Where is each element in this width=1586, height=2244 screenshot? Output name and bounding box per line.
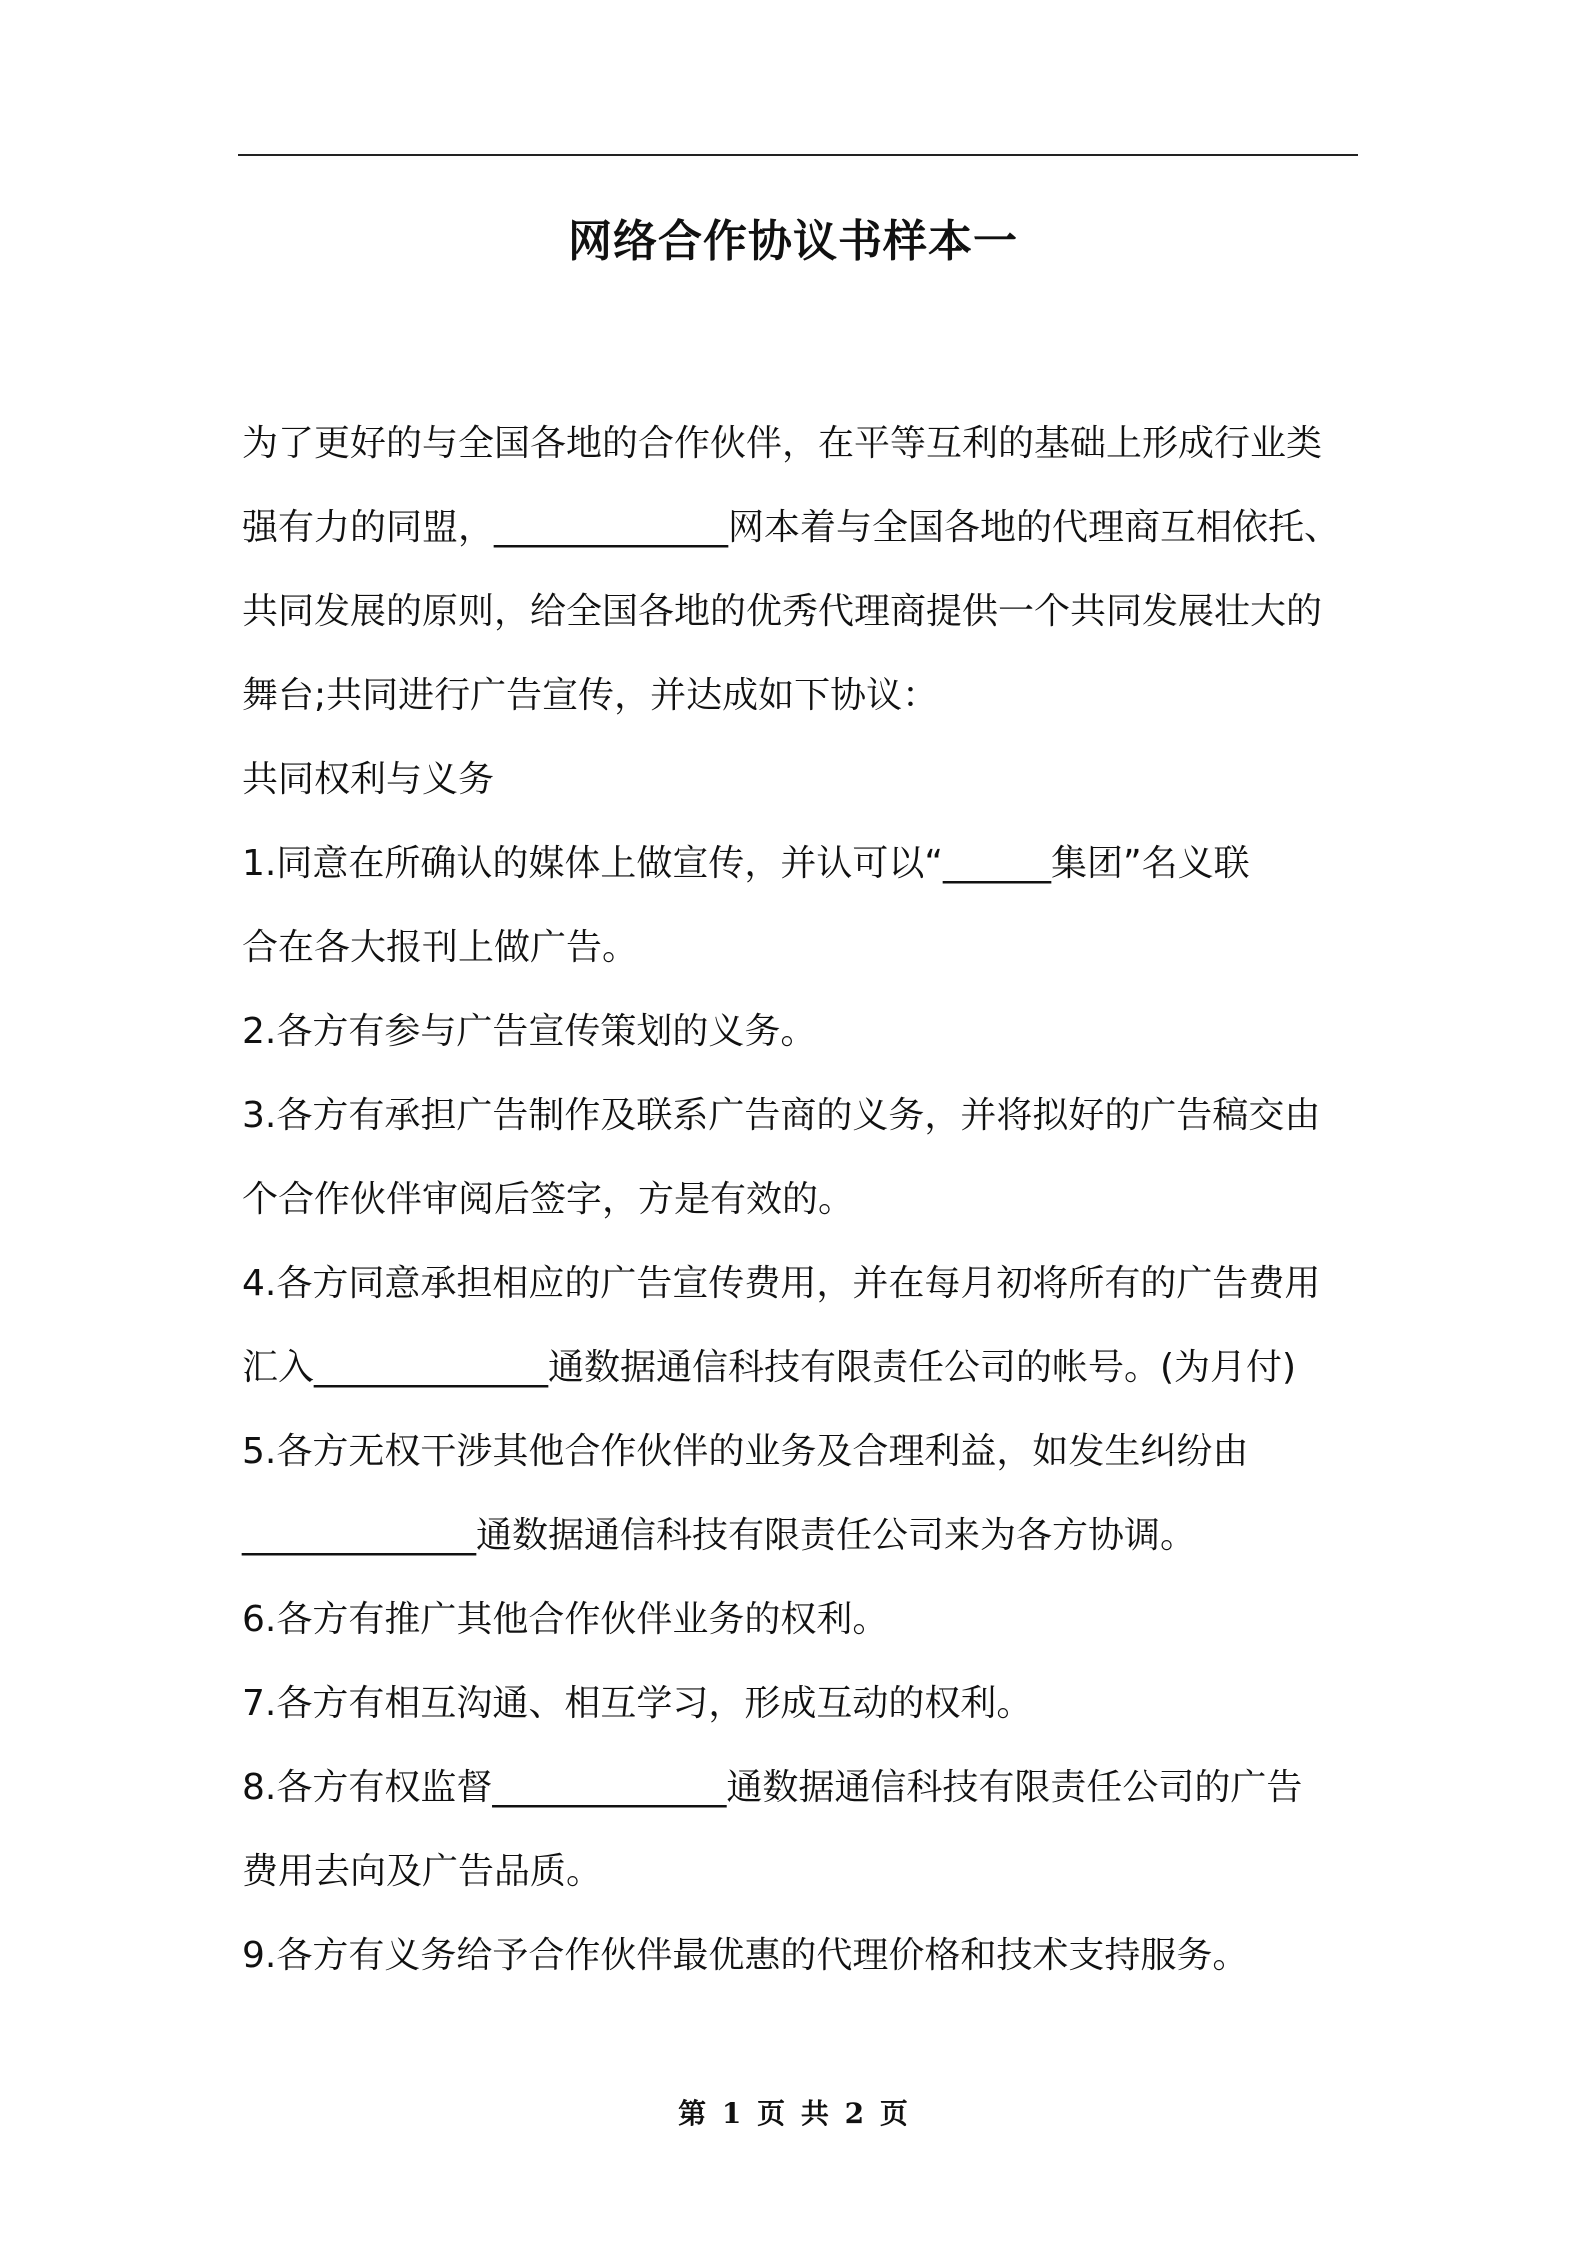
header-rule — [238, 154, 1358, 156]
clause-line: 汇入_____________通数据通信科技有限责任公司的帐号。(为月付) — [242, 1347, 1297, 1388]
clause-line: 个合作伙伴审阅后签字，方是有效的。 — [242, 1179, 855, 1220]
page-number-footer: 第 1 页 共 2 页 — [678, 2097, 908, 2130]
clause-line: 9.各方有义务给予合作伙伴最优惠的代理价格和技术支持服务。 — [242, 1935, 1249, 1976]
clause-line: 5.各方无权干涉其他合作伙伴的业务及合理利益，如发生纠纷由 — [242, 1431, 1249, 1472]
clause-line: 1.同意在所确认的媒体上做宣传，并认可以“______集团”名义联 — [242, 843, 1250, 884]
clause-line: 6.各方有推广其他合作伙伴业务的权利。 — [242, 1599, 889, 1640]
paragraph-line: 为了更好的与全国各地的合作伙伴，在平等互利的基础上形成行业类 — [242, 423, 1323, 464]
paragraph-line: 强有力的同盟，_____________网本着与全国各地的代理商互相依托、 — [242, 507, 1341, 548]
clause-line: _____________通数据通信科技有限责任公司来为各方协调。 — [242, 1515, 1197, 1556]
document-body — [242, 402, 1372, 1998]
paragraph-line: 共同发展的原则，给全国各地的优秀代理商提供一个共同发展壮大的 — [242, 591, 1323, 632]
document-title: 网络合作协议书样本一 — [568, 216, 1018, 267]
clause-line: 费用去向及广告品质。 — [242, 1851, 603, 1892]
clause-line: 2.各方有参与广告宣传策划的义务。 — [242, 1011, 817, 1052]
clause-line: 合在各大报刊上做广告。 — [242, 927, 639, 968]
clause-line: 8.各方有权监督_____________通数据通信科技有限责任公司的广告 — [242, 1767, 1303, 1808]
clause-line: 4.各方同意承担相应的广告宣传费用，并在每月初将所有的广告费用 — [242, 1263, 1321, 1304]
section-heading: 共同权利与义务 — [242, 759, 495, 800]
clause-line: 7.各方有相互沟通、相互学习，形成互动的权利。 — [242, 1683, 1033, 1724]
paragraph-line: 舞台;共同进行广告宣传，并达成如下协议： — [242, 675, 939, 716]
clause-line: 3.各方有承担广告制作及联系广告商的义务，并将拟好的广告稿交由 — [242, 1095, 1321, 1136]
